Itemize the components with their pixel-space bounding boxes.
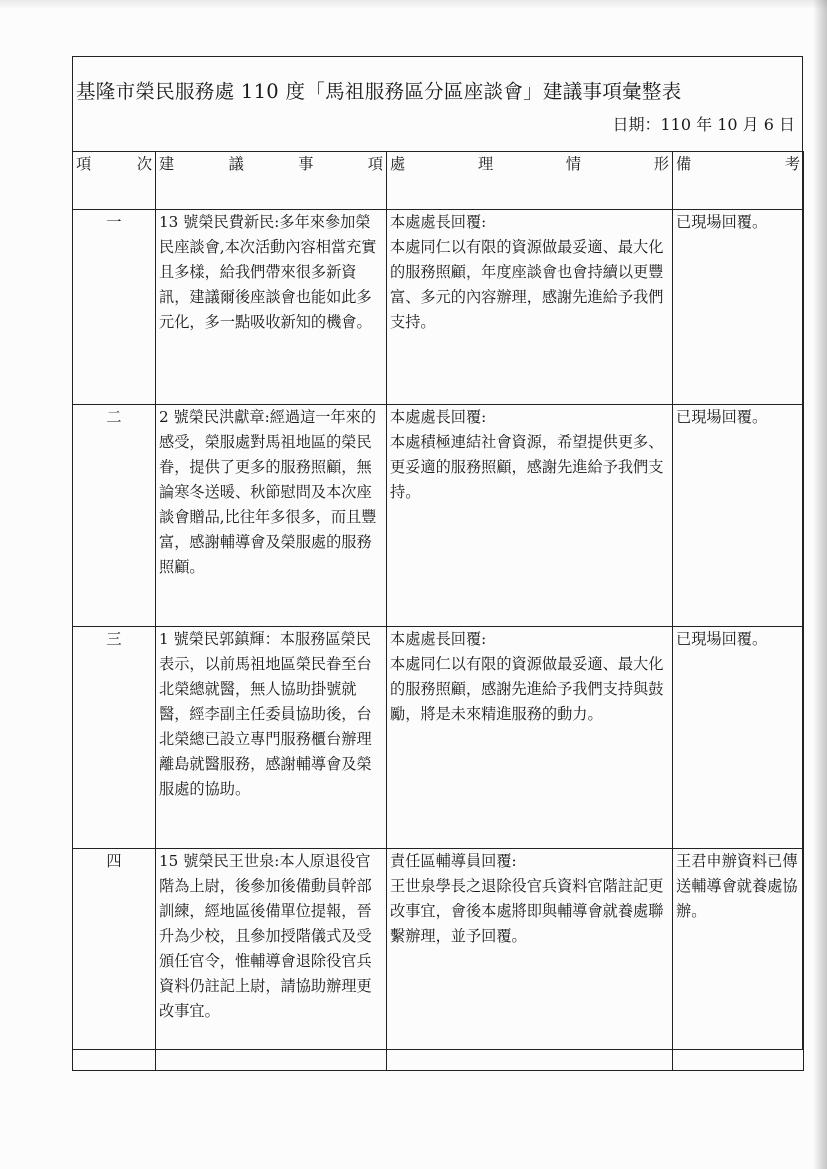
header-remark: 備 考: [673, 152, 804, 210]
table-header-row: [73, 152, 804, 210]
remark-text: 已現場回覆。: [673, 627, 804, 849]
handling-text: 本處處長回覆: 本處同仁以有限的資源做最妥適、最大化的服務照顧，年度座談會也會持續以更豐富、多元的內容辦理，感謝先進給予我們支持。: [387, 210, 673, 405]
header-item-number: 項 次: [73, 152, 156, 210]
handling-text: 責任區輔導員回覆: 王世泉學長之退除役官兵資料官階註記更改事宜，會後本處將即與輔導會就養處聯繫辦理，並予回覆。: [387, 849, 673, 1071]
table-row: [73, 210, 804, 405]
suggestion-text: 1 號榮民郭鎮輝：本服務區榮民表示，以前馬祖地區榮民眷至台北榮總就醫，無人協助掛號就醫，經李副主任委員協助後，台北榮總已設立專門服務櫃台辦理離島就醫服務，感謝輔導會及榮服處的協助。: [156, 627, 387, 849]
table-row: [73, 849, 804, 1071]
table-row: [73, 627, 804, 849]
scan-shadow-top: [0, 0, 827, 10]
suggestion-text: 2 號榮民洪獻章:經過這一年來的感受，榮服處對馬祖地區的榮民眷，提供了更多的服務照顧，無論寒冬送暖、秋節慰問及本次座談會贈品,比往年多很多，而且豐富，感謝輔導會及榮服處的服務照顧。: [156, 405, 387, 627]
handling-text: 本處處長回覆: 本處積極連結社會資源，希望提供更多、更妥適的服務照顧，感謝先進給予我們支持。: [387, 405, 673, 627]
suggestion-text: 13 號榮民費新民:多年來參加榮民座談會,本次活動內容相當充實且多樣，給我們帶來很多新資訊，建議爾後座談會也能如此多元化，多一點吸收新知的機會。: [156, 210, 387, 405]
remark-text: 已現場回覆。: [673, 405, 804, 627]
header-suggestion: 建 議 事 項: [156, 152, 387, 210]
row-number: 一: [73, 210, 156, 405]
row-number: 四: [73, 849, 156, 1071]
remark-text: 已現場回覆。: [673, 210, 804, 405]
suggestions-table: [72, 151, 804, 1071]
scan-shadow-right: [813, 0, 827, 1169]
remark-text: 王君申辦資料已傳送輔導會就養處協辦。: [673, 849, 804, 1071]
header-handling: 處 理 情 形: [387, 152, 673, 210]
row-number: 二: [73, 405, 156, 627]
suggestion-text: 15 號榮民王世泉:本人原退役官階為上尉，後參加後備動員幹部訓練，經地區後備單位提報，晉升為少校，且參加授階儀式及受頒任官令，惟輔導會退除役官兵資料仍註記上尉，請協助辦理更改事宜。: [156, 849, 387, 1071]
table-row: [73, 405, 804, 627]
document-date: 日期：110 年 10 月 6 日: [612, 115, 795, 134]
row-number: 三: [73, 627, 156, 849]
handling-text: 本處處長回覆: 本處同仁以有限的資源做最妥適、最大化的服務照顧，感謝先進給予我們支持與鼓勵，將是未來精進服務的動力。: [387, 627, 673, 849]
document-title: 基隆市榮民服務處 110 度「馬祖服務區分區座談會」建議事項彙整表: [76, 80, 682, 103]
